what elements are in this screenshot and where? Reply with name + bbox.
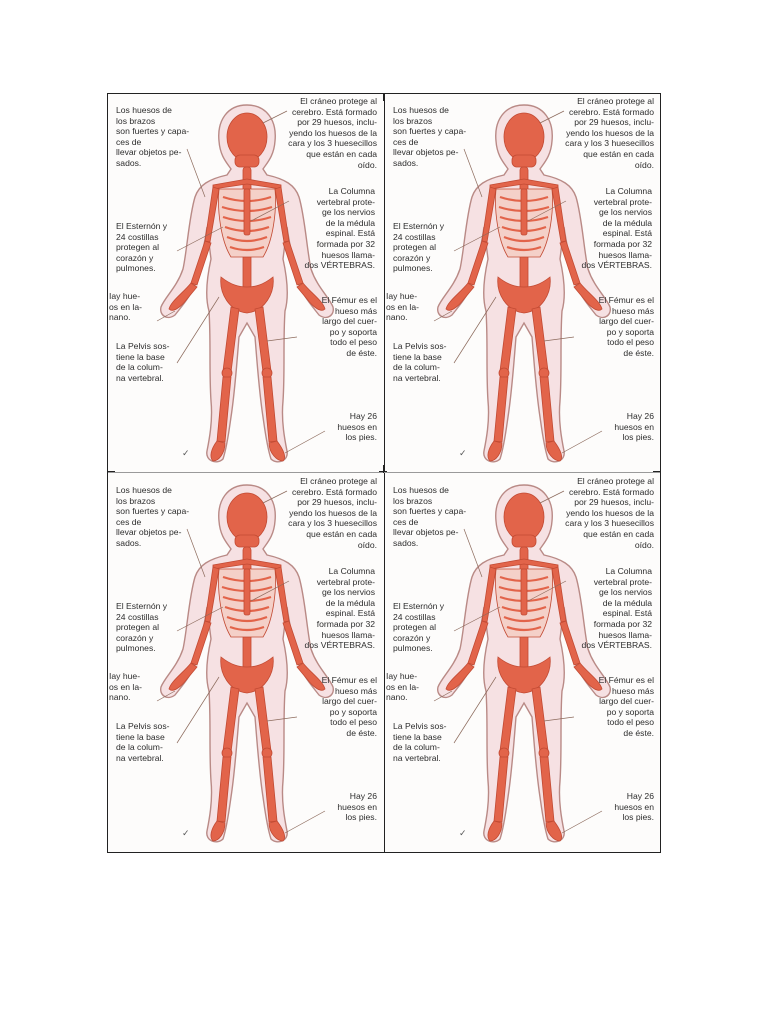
label-skull: El cráneo protege al cerebro. Está formado por 29 huesos, inclu- yendo los huesos de la cara y los 3 huesecillos que están en cada oído. <box>565 476 654 550</box>
label-arm-bones: Los huesos de los brazos son fuertes y capa- ces de llevar objetos pe- sados. <box>116 485 190 548</box>
skull <box>504 493 544 541</box>
left-knee <box>499 748 509 758</box>
sternum <box>244 569 250 615</box>
label-skull: El cráneo protege al cerebro. Está formado por 29 huesos, inclu- yendo los huesos de la cara y los 3 huesecillos que están en cada oído. <box>565 96 654 170</box>
jaw <box>512 155 536 167</box>
signature-mark-icon: ✓ <box>182 828 190 838</box>
label-skull: El cráneo protege al cerebro. Está formado por 29 huesos, inclu- yendo los huesos de la cara y los 3 huesecillos que están en cada oído. <box>288 96 377 170</box>
label-foot-bones: Hay 26 huesos en los pies. <box>614 791 654 823</box>
skull <box>504 113 544 161</box>
label-pelvis: La Pelvis sos- tiene la base de la colum- na vertebral. <box>116 341 170 383</box>
label-sternum-ribs: El Esternón y 24 costillas protegen al corazón y pulmones. <box>116 221 168 274</box>
signature-mark-icon: ✓ <box>182 448 190 458</box>
label-sternum-ribs: El Esternón y 24 costillas protegen al corazón y pulmones. <box>393 601 445 654</box>
skull <box>227 113 267 161</box>
skeleton-panel <box>107 93 383 472</box>
jaw <box>512 535 536 547</box>
label-spine: La Columna vertebral prote- ge los nervios de la médula espinal. Está formada por 32 huesos llama- dos VÉRTEBRAS. <box>581 566 652 651</box>
label-hand-bones: Iay hue- os en la- nano. <box>109 291 142 323</box>
label-spine: La Columna vertebral prote- ge los nervios de la médula espinal. Está formada por 32 huesos llama- dos VÉRTEBRAS. <box>304 186 375 271</box>
label-hand-bones: Iay hue- os en la- nano. <box>386 291 419 323</box>
right-knee <box>262 368 272 378</box>
label-femur: El Fémur es el hueso más largo del cuer- po y soporta todo el peso de éste. <box>598 675 654 738</box>
label-hand-bones: Iay hue- os en la- nano. <box>386 671 419 703</box>
skull <box>227 493 267 541</box>
left-knee <box>222 368 232 378</box>
label-sternum-ribs: El Esternón y 24 costillas protegen al corazón y pulmones. <box>116 601 168 654</box>
label-arm-bones: Los huesos de los brazos son fuertes y capa- ces de llevar objetos pe- sados. <box>393 105 467 168</box>
label-pelvis: La Pelvis sos- tiene la base de la colum- na vertebral. <box>393 341 447 383</box>
label-femur: El Fémur es el hueso más largo del cuer- po y soporta todo el peso de éste. <box>321 295 377 358</box>
label-pelvis: La Pelvis sos- tiene la base de la colum- na vertebral. <box>116 721 170 763</box>
jaw <box>235 535 259 547</box>
left-knee <box>222 748 232 758</box>
jaw <box>235 155 259 167</box>
signature-mark-icon: ✓ <box>459 448 467 458</box>
right-knee <box>539 368 549 378</box>
label-femur: El Fémur es el hueso más largo del cuer- po y soporta todo el peso de éste. <box>321 675 377 738</box>
skeleton-panel <box>384 473 660 852</box>
label-foot-bones: Hay 26 huesos en los pies. <box>614 411 654 443</box>
label-spine: La Columna vertebral prote- ge los nervios de la médula espinal. Está formada por 32 huesos llama- dos VÉRTEBRAS. <box>581 186 652 271</box>
right-knee <box>539 748 549 758</box>
label-sternum-ribs: El Esternón y 24 costillas protegen al corazón y pulmones. <box>393 221 445 274</box>
label-femur: El Fémur es el hueso más largo del cuer- po y soporta todo el peso de éste. <box>598 295 654 358</box>
label-arm-bones: Los huesos de los brazos son fuertes y capa- ces de llevar objetos pe- sados. <box>116 105 190 168</box>
sternum <box>521 189 527 235</box>
label-hand-bones: Iay hue- os en la- nano. <box>109 671 142 703</box>
left-knee <box>499 368 509 378</box>
label-spine: La Columna vertebral prote- ge los nervios de la médula espinal. Está formada por 32 huesos llama- dos VÉRTEBRAS. <box>304 566 375 651</box>
sternum <box>244 189 250 235</box>
label-skull: El cráneo protege al cerebro. Está formado por 29 huesos, inclu- yendo los huesos de la cara y los 3 huesecillos que están en cada oído. <box>288 476 377 550</box>
right-knee <box>262 748 272 758</box>
sternum <box>521 569 527 615</box>
signature-mark-icon: ✓ <box>459 828 467 838</box>
label-arm-bones: Los huesos de los brazos son fuertes y capa- ces de llevar objetos pe- sados. <box>393 485 467 548</box>
panels-grid <box>107 93 661 853</box>
label-foot-bones: Hay 26 huesos en los pies. <box>337 411 377 443</box>
label-foot-bones: Hay 26 huesos en los pies. <box>337 791 377 823</box>
label-pelvis: La Pelvis sos- tiene la base de la colum- na vertebral. <box>393 721 447 763</box>
skeleton-panel <box>384 93 660 472</box>
skeleton-panel <box>107 473 383 852</box>
